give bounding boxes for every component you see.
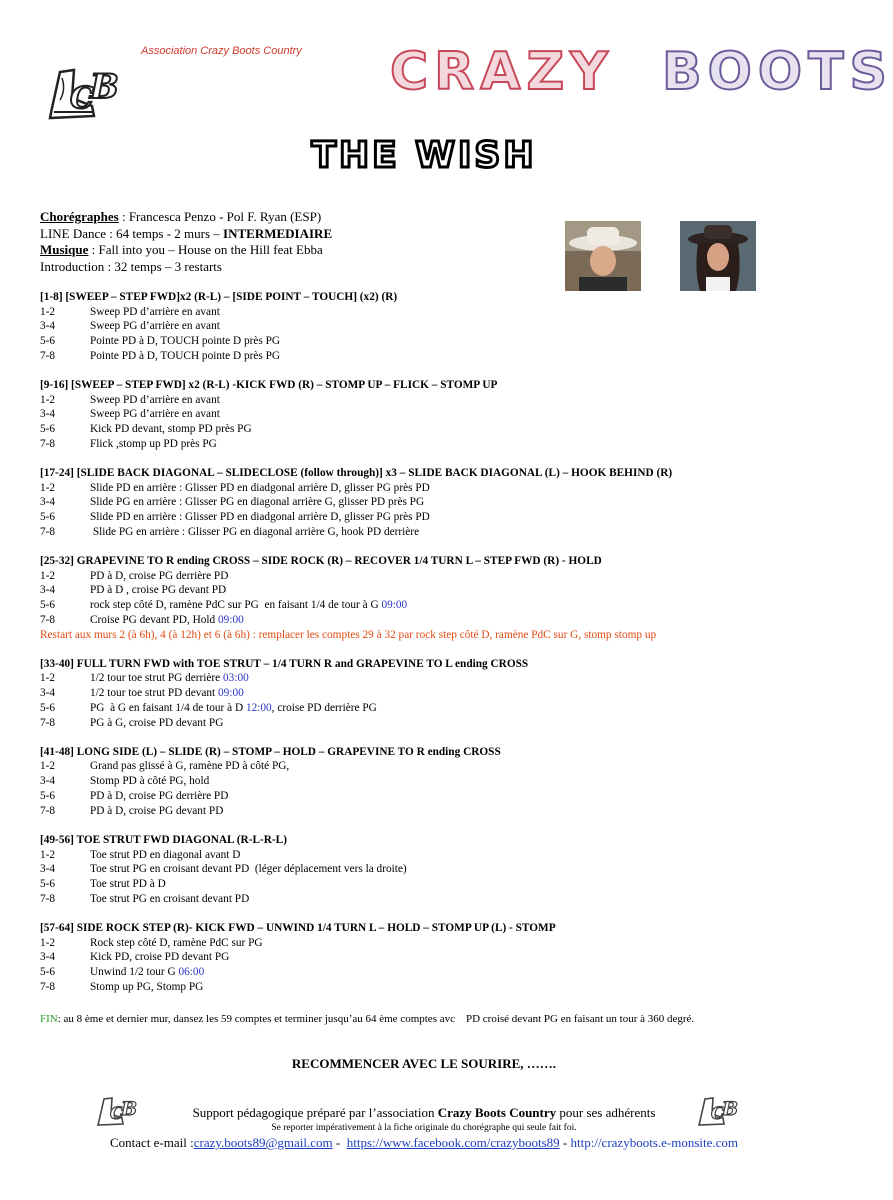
step-row: [40, 936, 830, 951]
section-33-40: [40, 657, 830, 731]
direction-marker: 06:00: [178, 965, 205, 978]
fin-text: : au 8 ème et dernier mur, dansez les 59 comptes et terminer jusqu’au 64 ème comptes avc PD croisé devant PG en faisant un tour à 360 degré.: [57, 1013, 695, 1025]
facebook-link[interactable]: https://www.facebook.com/crazyboots89: [346, 1135, 560, 1150]
step-count: 7-8: [40, 980, 56, 993]
association-name: Association Crazy Boots Country: [141, 45, 302, 57]
step-text: Pointe PD à D, TOUCH pointe D près PG: [90, 349, 281, 362]
step-count: 5-6: [40, 335, 56, 348]
separator: -: [559, 1135, 571, 1150]
section-title: [41-48] LONG SIDE (L) – SLIDE (R) – STOMP – HOLD – GRAPEVINE TO R ending CROSS: [40, 745, 501, 758]
step-row: [40, 481, 830, 496]
section-title: [49-56] TOE STRUT FWD DIAGONAL (R-L-R-L): [40, 833, 287, 846]
line-dance-details: LINE Dance : 64 temps - 2 murs –: [40, 225, 224, 241]
step-text: Slide PD en arrière : Glisser PD en diadgonal arrière D, glisser PG près PD: [90, 511, 430, 524]
association-bold: Crazy Boots Country: [437, 1105, 557, 1120]
contact-label: Contact e-mail :: [109, 1135, 194, 1150]
step-count: 3-4: [40, 775, 56, 788]
step-row: [40, 525, 830, 540]
step-text: Flick ,stomp up PD près PG: [90, 437, 217, 450]
banner-word-1: CRAZY: [390, 42, 614, 102]
step-row: [40, 804, 830, 819]
step-count: 7-8: [40, 716, 56, 729]
step-count: 3-4: [40, 863, 56, 876]
step-row: [40, 671, 830, 686]
step-text: Kick PD, croise PD devant PG: [90, 951, 230, 964]
step-row: [40, 892, 830, 907]
step-text: PD à D, croise PG devant PD: [90, 804, 224, 817]
step-count: 7-8: [40, 437, 56, 450]
step-text: Stomp up PG, Stomp PG: [90, 980, 204, 993]
step-row: [40, 319, 830, 334]
step-count: 7-8: [40, 804, 56, 817]
website-link[interactable]: http://crazyboots.e-monsite.com: [570, 1135, 739, 1150]
step-row: [40, 950, 830, 965]
introduction-line: Introduction : 32 temps – 3 restarts: [40, 258, 222, 274]
step-text: Sweep PD d’arrière en avant: [90, 305, 220, 318]
section-57-64: [40, 921, 830, 995]
step-count: 1-2: [40, 848, 56, 861]
step-count: 7-8: [40, 892, 56, 905]
step-row: [40, 598, 830, 613]
step-text: Pointe PD à D, TOUCH pointe D près PG: [90, 335, 281, 348]
step-count: 1-2: [40, 569, 56, 582]
step-text: 1/2 tour toe strut PG derrière: [90, 672, 224, 685]
direction-marker: 03:00: [223, 672, 249, 685]
step-row: [40, 510, 830, 525]
choreographer-photo-1: [565, 221, 641, 291]
svg-text:B: B: [722, 1098, 739, 1120]
step-count: 1-2: [40, 305, 56, 318]
fin-label: FIN: [40, 1013, 58, 1025]
step-text: PD à D, croise PG derrière PD: [90, 569, 229, 582]
step-count: 1-2: [40, 760, 56, 773]
step-count: 5-6: [40, 965, 56, 978]
step-count: 5-6: [40, 511, 56, 524]
step-count: 1-2: [40, 481, 56, 494]
separator: -: [332, 1135, 347, 1150]
step-count: 1-2: [40, 672, 56, 685]
banner-word-2: BOOTS: [662, 42, 893, 102]
step-row: [40, 848, 830, 863]
step-sections: [40, 290, 830, 1009]
step-row: [40, 495, 830, 510]
step-row: [40, 422, 830, 437]
step-row: [40, 686, 830, 701]
direction-marker: 09:00: [381, 599, 408, 612]
closing-line: RECOMMENCER AVEC LE SOURIRE, …….: [291, 1056, 557, 1071]
step-row: [40, 862, 830, 877]
svg-text:C: C: [711, 1104, 725, 1124]
fin-note: [40, 1013, 694, 1025]
step-text: 1/2 tour toe strut PD devant: [90, 687, 219, 700]
section-1-8: [40, 290, 830, 364]
step-count: 5-6: [40, 599, 56, 612]
choreographers-label: Chorégraphes: [40, 209, 119, 224]
svg-text:B: B: [121, 1098, 138, 1120]
email-link[interactable]: crazy.boots89@gmail.com: [193, 1135, 333, 1150]
step-text-continued: , croise PD derrière PG: [271, 701, 377, 714]
step-text: Toe strut PG en croisant devant PD (léger déplacement vers la droite): [90, 863, 407, 876]
step-row: [40, 789, 830, 804]
step-row: [40, 759, 830, 774]
choreographers-value: : Francesca Penzo - Pol F. Ryan (ESP): [118, 209, 322, 224]
step-text: Toe strut PD à D: [90, 877, 166, 890]
direction-marker: 09:00: [218, 613, 244, 626]
step-count: 5-6: [40, 701, 56, 714]
step-row: [40, 393, 830, 408]
step-row: [40, 407, 830, 422]
step-count: 7-8: [40, 349, 56, 362]
section-49-56: [40, 833, 830, 907]
section-title: [17-24] [SLIDE BACK DIAGONAL – SLIDECLOSE (follow through)] x3 – SLIDE BACK DIAGONAL (L) – HOOK BEHIND (R): [40, 467, 673, 480]
step-row: [40, 334, 830, 349]
direction-marker: 09:00: [218, 687, 244, 700]
contact-line: [0, 1135, 848, 1151]
step-text: Grand pas glissé à G, ramène PD à côté PG,: [90, 760, 290, 773]
step-text: Sweep PG d’arrière en avant: [90, 320, 220, 333]
step-count: 5-6: [40, 789, 56, 802]
step-row: [40, 701, 830, 716]
step-text: PG à G, croise PD devant PG: [90, 716, 224, 729]
club-logo: [40, 50, 135, 128]
restart-note: Restart aux murs 2 (à 6h), 4 (à 12h) et 6 (à 6h) : remplacer les comptes 29 à 32 par rock step côté D, ramène PdC sur G, stomp stomp up: [40, 628, 657, 641]
step-count: 3-4: [40, 408, 56, 421]
step-count: 1-2: [40, 936, 56, 949]
section-title: [25-32] GRAPEVINE TO R ending CROSS – SIDE ROCK (R) – RECOVER 1/4 TURN L – STEP FWD (R) - HOLD: [40, 555, 602, 568]
step-row: [40, 716, 830, 731]
section-title: [33-40] FULL TURN FWD with TOE STRUT – 1/4 TURN R and GRAPEVINE TO L ending CROSS: [40, 657, 529, 670]
step-text: Toe strut PG en croisant devant PD: [90, 892, 250, 905]
svg-text:C: C: [110, 1104, 124, 1124]
step-row: [40, 877, 830, 892]
step-text: Kick PD devant, stomp PD près PG: [90, 423, 252, 436]
step-row: [40, 980, 830, 995]
music-label: Musique: [40, 242, 89, 257]
section-17-24: [40, 466, 830, 540]
music-line: [40, 242, 332, 259]
step-count: 5-6: [40, 877, 56, 890]
step-row: [40, 613, 830, 628]
section-25-32: [40, 554, 830, 642]
step-text: Sweep PD d’arrière en avant: [90, 393, 220, 406]
step-count: 3-4: [40, 584, 56, 597]
step-text: Slide PG en arrière : Glisser PG en diagonal arrière G, glisser PD près PG: [90, 496, 425, 509]
step-text: Croise PG devant PD, Hold: [90, 613, 219, 626]
support-text-end: pour ses adhérents: [556, 1105, 656, 1120]
step-row: [40, 583, 830, 598]
step-row: [40, 965, 830, 980]
line-dance-line: [40, 226, 332, 243]
step-count: 3-4: [40, 496, 56, 509]
step-row: [40, 305, 830, 320]
step-text: Rock step côté D, ramène PdC sur PG: [90, 936, 263, 949]
svg-text:C: C: [70, 81, 94, 116]
step-row: [40, 437, 830, 452]
step-count: 3-4: [40, 320, 56, 333]
support-line: [0, 1105, 848, 1121]
step-text: Slide PG en arrière : Glisser PG en diagonal arrière G, hook PD derrière: [90, 525, 420, 538]
step-text: Stomp PD à côté PG, hold: [90, 775, 210, 788]
step-text: PG à G en faisant 1/4 de tour à D: [90, 701, 246, 714]
step-count: 1-2: [40, 393, 56, 406]
dance-info: [40, 209, 332, 275]
music-value: : Fall into you – House on the Hill feat Ebba: [88, 242, 323, 257]
section-title: [9-16] [SWEEP – STEP FWD] x2 (R-L) -KICK FWD (R) – STOMP UP – FLICK – STOMP UP: [40, 379, 498, 392]
step-text: Unwind 1/2 tour G: [90, 965, 179, 978]
disclaimer: Se reporter impérativement à la fiche originale du chorégraphe qui seule fait foi.: [271, 1123, 577, 1133]
step-text: PD à D , croise PG devant PD: [90, 584, 227, 597]
section-title: [1-8] [SWEEP – STEP FWD]x2 (R-L) – [SIDE POINT – TOUCH] (x2) (R): [40, 291, 398, 303]
dance-title: THE WISH: [311, 135, 537, 176]
level: INTERMEDIAIRE: [223, 225, 333, 241]
choreographer-photo-2: [680, 221, 756, 291]
step-row: [40, 774, 830, 789]
step-row: [40, 349, 830, 364]
crazy-boots-banner: [390, 42, 893, 102]
direction-marker: 12:00: [245, 701, 272, 714]
step-count: 5-6: [40, 423, 56, 436]
svg-text:B: B: [90, 67, 119, 107]
step-row: [40, 569, 830, 584]
section-41-48: [40, 745, 830, 819]
step-count: 3-4: [40, 951, 56, 964]
step-text: Sweep PG d’arrière en avant: [90, 408, 220, 421]
step-text: Slide PD en arrière : Glisser PD en diadgonal arrière D, glisser PG près PD: [90, 481, 430, 494]
step-text: PD à D, croise PG derrière PD: [90, 789, 229, 802]
step-count: 3-4: [40, 687, 56, 700]
step-count: 7-8: [40, 525, 56, 538]
choreographers-line: [40, 209, 332, 226]
section-9-16: [40, 378, 830, 452]
section-title: [57-64] SIDE ROCK STEP (R)- KICK FWD – UNWIND 1/4 TURN L – HOLD – STOMP UP (L) - STOMP: [40, 921, 556, 934]
step-count: 7-8: [40, 613, 56, 626]
step-text: rock step côté D, ramène PdC sur PG en faisant 1/4 de tour à G: [90, 599, 382, 612]
step-text: Toe strut PD en diagonal avant D: [90, 848, 241, 861]
support-text: Support pédagogique préparé par l’association: [192, 1105, 438, 1120]
